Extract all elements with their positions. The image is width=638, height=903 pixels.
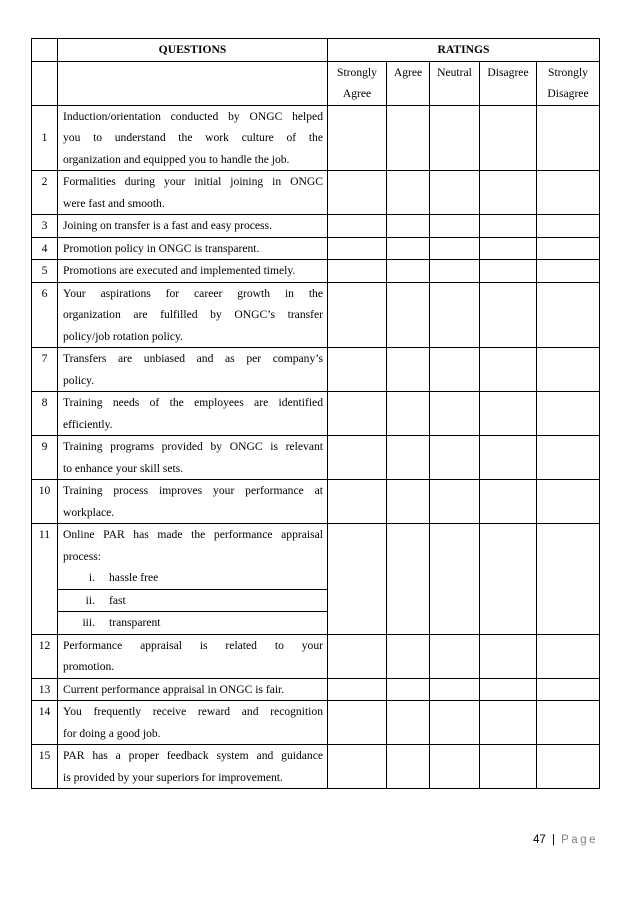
- table-row: [32, 678, 600, 701]
- sub-item: [63, 612, 323, 634]
- question-number: 8: [32, 392, 58, 436]
- table-row: [32, 348, 600, 392]
- rating-cell-strongly-agree[interactable]: [328, 745, 387, 789]
- rating-cell-strongly-disagree[interactable]: [537, 480, 600, 524]
- option-disagree-header: [480, 61, 537, 105]
- rating-cell-agree[interactable]: [387, 745, 430, 789]
- table-row: [32, 634, 600, 678]
- rating-cell-agree[interactable]: [387, 215, 430, 238]
- rating-cell-disagree[interactable]: [480, 480, 537, 524]
- question-number: 12: [32, 634, 58, 678]
- rating-cell-neutral[interactable]: [430, 634, 480, 678]
- rating-cell-agree[interactable]: [387, 260, 430, 283]
- question-text: [58, 589, 328, 612]
- question-line: policy/job rotation policy.: [63, 329, 183, 343]
- sub-item-text: hassle free: [109, 571, 159, 584]
- rating-cell-strongly-agree[interactable]: [328, 480, 387, 524]
- sub-item-text: fast: [109, 593, 126, 607]
- question-text: [58, 237, 328, 260]
- rating-cell-neutral[interactable]: [430, 524, 480, 635]
- table-row: [32, 260, 600, 283]
- rating-cell-neutral[interactable]: [430, 348, 480, 392]
- question-line: organization and equipped you to handle the job.: [63, 152, 290, 166]
- question-text: [58, 348, 328, 392]
- rating-cell-agree[interactable]: [387, 105, 430, 171]
- rating-cell-neutral[interactable]: [430, 260, 480, 283]
- rating-cell-strongly-agree[interactable]: [328, 701, 387, 745]
- rating-cell-strongly-agree[interactable]: [328, 436, 387, 480]
- rating-cell-disagree[interactable]: [480, 215, 537, 238]
- question-rows: [32, 105, 600, 789]
- rating-cell-strongly-disagree[interactable]: [537, 348, 600, 392]
- rating-cell-strongly-agree[interactable]: [328, 678, 387, 701]
- question-text: [58, 524, 328, 590]
- question-line: PAR has a proper feedback system and guidance: [63, 749, 323, 762]
- rating-cell-disagree[interactable]: [480, 105, 537, 171]
- question-number: 14: [32, 701, 58, 745]
- rating-cell-neutral[interactable]: [430, 701, 480, 745]
- rating-cell-disagree[interactable]: [480, 348, 537, 392]
- question-number: 10: [32, 480, 58, 524]
- rating-cell-neutral[interactable]: [430, 237, 480, 260]
- rating-cell-agree[interactable]: [387, 282, 430, 348]
- question-line: workplace.: [63, 505, 115, 519]
- question-line: Joining on transfer is a fast and easy process.: [63, 219, 272, 232]
- question-number: 3: [32, 215, 58, 238]
- option-label-line: Neutral: [437, 65, 472, 79]
- rating-cell-strongly-disagree[interactable]: [537, 436, 600, 480]
- option-strongly-agree-header: [328, 61, 387, 105]
- question-text: [58, 480, 328, 524]
- rating-cell-strongly-agree[interactable]: [328, 524, 387, 635]
- rating-cell-strongly-agree[interactable]: [328, 260, 387, 283]
- rating-cell-strongly-agree[interactable]: [328, 237, 387, 260]
- question-text: [58, 105, 328, 171]
- rating-cell-neutral[interactable]: [430, 215, 480, 238]
- question-number: 13: [32, 678, 58, 701]
- option-label-line: Disagree: [547, 87, 589, 100]
- header-blank-cell: [32, 39, 58, 62]
- question-text: [58, 392, 328, 436]
- table-row: [32, 745, 600, 789]
- rating-cell-strongly-disagree[interactable]: [537, 237, 600, 260]
- question-line: to enhance your skill sets.: [63, 461, 184, 475]
- rating-cell-disagree[interactable]: [480, 282, 537, 348]
- rating-cell-strongly-disagree[interactable]: [537, 634, 600, 678]
- footer-separator: |: [551, 834, 555, 846]
- rating-cell-strongly-disagree[interactable]: [537, 524, 600, 635]
- question-line: You frequently receive reward and recognition: [63, 705, 323, 718]
- question-line: policy.: [63, 373, 95, 387]
- question-line: promotion.: [63, 660, 115, 673]
- rating-cell-disagree[interactable]: [480, 634, 537, 678]
- rating-cell-agree[interactable]: [387, 171, 430, 215]
- header-row-options: [32, 61, 600, 105]
- question-number: 2: [32, 171, 58, 215]
- question-number: 4: [32, 237, 58, 260]
- sub-item: [63, 567, 323, 589]
- question-text: [58, 282, 328, 348]
- rating-cell-strongly-agree[interactable]: [328, 634, 387, 678]
- rating-cell-neutral[interactable]: [430, 171, 480, 215]
- rating-cell-strongly-agree[interactable]: [328, 348, 387, 392]
- option-label-line: Agree: [342, 87, 372, 100]
- rating-cell-agree[interactable]: [387, 348, 430, 392]
- table-row: [32, 436, 600, 480]
- question-line: process:: [63, 549, 101, 563]
- table-row: [32, 282, 600, 348]
- question-line: Training programs provided by ONGC is relevant: [63, 440, 323, 453]
- questions-header: QUESTIONS: [58, 39, 328, 62]
- rating-cell-neutral[interactable]: [430, 678, 480, 701]
- question-number: 15: [32, 745, 58, 789]
- question-line: is provided by your superiors for improvement.: [63, 770, 283, 784]
- question-text: [58, 745, 328, 789]
- question-line: Promotions are executed and implemented timely.: [63, 264, 296, 277]
- rating-cell-strongly-agree[interactable]: [328, 171, 387, 215]
- question-line: Training needs of the employees are identified: [63, 396, 323, 409]
- header-blank-cell: [32, 61, 58, 105]
- question-text: [58, 678, 328, 701]
- question-line: for doing a good job.: [63, 726, 161, 740]
- question-line: Formalities during your initial joining in ONGC: [63, 175, 323, 188]
- rating-cell-agree[interactable]: [387, 436, 430, 480]
- rating-cell-agree[interactable]: [387, 392, 430, 436]
- question-number: 7: [32, 348, 58, 392]
- rating-cell-agree[interactable]: [387, 634, 430, 678]
- rating-cell-strongly-agree[interactable]: [328, 282, 387, 348]
- rating-cell-disagree[interactable]: [480, 701, 537, 745]
- rating-cell-disagree[interactable]: [480, 171, 537, 215]
- option-label-line: Agree: [393, 65, 423, 79]
- option-strongly-disagree-header: [537, 61, 600, 105]
- question-line: organization are fulfilled by ONGC’s transfer: [63, 308, 323, 321]
- rating-cell-strongly-disagree[interactable]: [537, 701, 600, 745]
- rating-cell-disagree[interactable]: [480, 392, 537, 436]
- question-line: Promotion policy in ONGC is transparent.: [63, 241, 260, 255]
- question-line: Induction/orientation conducted by ONGC helped: [63, 109, 323, 123]
- question-line: Performance appraisal is related to your: [63, 638, 323, 652]
- rating-cell-agree[interactable]: [387, 237, 430, 260]
- rating-cell-neutral[interactable]: [430, 436, 480, 480]
- page-label: Page: [561, 834, 598, 846]
- rating-cell-strongly-disagree[interactable]: [537, 392, 600, 436]
- question-text: [58, 634, 328, 678]
- table-row: [32, 215, 600, 238]
- table-row: [32, 524, 600, 590]
- rating-cell-neutral[interactable]: [430, 745, 480, 789]
- option-label-line: Strongly: [337, 65, 377, 79]
- sub-item: [63, 590, 323, 612]
- question-text: [58, 215, 328, 238]
- question-number: 5: [32, 260, 58, 283]
- question-line: Transfers are unbiased and as per company’s: [63, 352, 323, 365]
- page-footer: [533, 834, 598, 846]
- sub-item-numeral: i.: [88, 571, 95, 584]
- sub-item-numeral: iii.: [82, 616, 95, 629]
- question-number: 6: [32, 282, 58, 348]
- rating-cell-strongly-disagree[interactable]: [537, 215, 600, 238]
- rating-cell-neutral[interactable]: [430, 282, 480, 348]
- question-number: 1: [32, 105, 58, 171]
- rating-cell-disagree[interactable]: [480, 237, 537, 260]
- sub-item-numeral: ii.: [85, 593, 95, 607]
- table-row: [32, 480, 600, 524]
- question-text: [58, 612, 328, 635]
- question-text: [58, 171, 328, 215]
- question-number: 9: [32, 436, 58, 480]
- rating-cell-strongly-disagree[interactable]: [537, 260, 600, 283]
- sub-item-text: transparent: [109, 616, 161, 629]
- rating-cell-neutral[interactable]: [430, 105, 480, 171]
- rating-cell-strongly-disagree[interactable]: [537, 282, 600, 348]
- question-text: [58, 701, 328, 745]
- table-row: [32, 105, 600, 171]
- rating-cell-strongly-disagree[interactable]: [537, 745, 600, 789]
- rating-cell-agree[interactable]: [387, 678, 430, 701]
- header-row-top: [32, 39, 600, 62]
- rating-cell-disagree[interactable]: [480, 436, 537, 480]
- question-line: Online PAR has made the performance appraisal: [63, 528, 323, 541]
- rating-cell-agree[interactable]: [387, 701, 430, 745]
- survey-table: [31, 38, 600, 789]
- question-line: Training process improves your performance at: [63, 484, 323, 497]
- table-row: [32, 392, 600, 436]
- rating-cell-strongly-agree[interactable]: [328, 215, 387, 238]
- option-label-line: Disagree: [487, 65, 529, 79]
- page-number: 47: [532, 834, 546, 846]
- header-blank-cell: [58, 61, 328, 105]
- rating-cell-neutral[interactable]: [430, 392, 480, 436]
- option-agree-header: [387, 61, 430, 105]
- question-line: were fast and smooth.: [63, 196, 165, 210]
- ratings-header: RATINGS: [328, 39, 600, 62]
- question-line: efficiently.: [63, 417, 113, 431]
- rating-cell-agree[interactable]: [387, 480, 430, 524]
- question-line: Current performance appraisal in ONGC is fair.: [63, 682, 285, 696]
- table-row: [32, 237, 600, 260]
- rating-cell-disagree[interactable]: [480, 524, 537, 635]
- rating-cell-neutral[interactable]: [430, 480, 480, 524]
- rating-cell-strongly-disagree[interactable]: [537, 105, 600, 171]
- question-number: 11: [32, 524, 58, 635]
- rating-cell-disagree[interactable]: [480, 260, 537, 283]
- rating-cell-strongly-agree[interactable]: [328, 105, 387, 171]
- question-line: Your aspirations for career growth in the: [63, 286, 323, 300]
- rating-cell-agree[interactable]: [387, 524, 430, 635]
- question-text: [58, 260, 328, 283]
- rating-cell-strongly-disagree[interactable]: [537, 678, 600, 701]
- rating-cell-strongly-disagree[interactable]: [537, 171, 600, 215]
- table-row: [32, 171, 600, 215]
- rating-cell-disagree[interactable]: [480, 745, 537, 789]
- question-line: you to understand the work culture of the: [63, 131, 323, 144]
- rating-cell-strongly-agree[interactable]: [328, 392, 387, 436]
- option-label-line: Strongly: [548, 65, 588, 79]
- question-text: [58, 436, 328, 480]
- rating-cell-disagree[interactable]: [480, 678, 537, 701]
- option-neutral-header: [430, 61, 480, 105]
- table-row: [32, 701, 600, 745]
